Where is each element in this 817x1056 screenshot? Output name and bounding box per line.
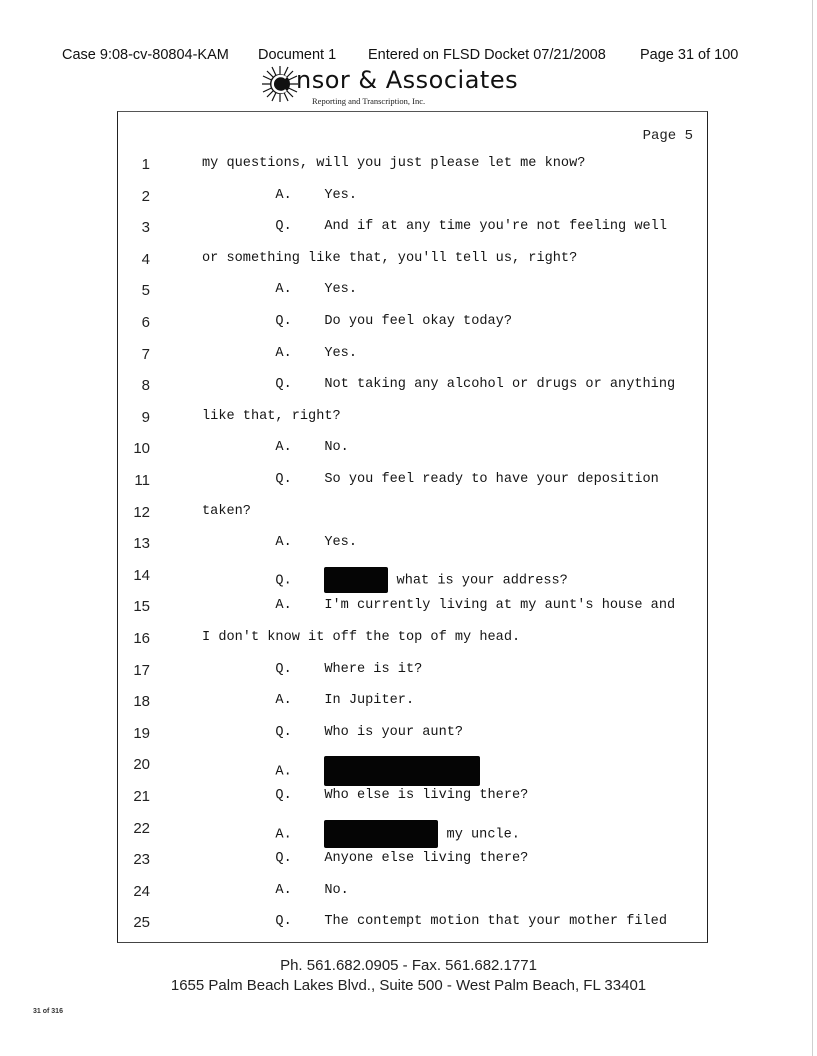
line-text: Q. Not taking any alcohol or drugs or anything: [202, 377, 676, 393]
line-text: or something like that, you'll tell us, right?: [202, 250, 578, 266]
transcript-line: [118, 788, 707, 818]
line-number: 10: [133, 440, 150, 458]
line-text: [202, 756, 480, 786]
line-number: 5: [141, 282, 150, 300]
transcript-line: [118, 851, 707, 881]
line-text: like that, right?: [202, 408, 341, 424]
line-number: 25: [133, 914, 150, 932]
transcript-line: [118, 567, 707, 597]
case-number: Case 9:08-cv-80804-KAM: [62, 47, 229, 63]
transcript-line: [118, 630, 707, 660]
redaction-block: [324, 567, 388, 593]
transcript-page-label: Page 5: [642, 128, 693, 144]
docket-entry-date: Entered on FLSD Docket 07/21/2008: [368, 47, 606, 63]
transcript-line: [118, 440, 707, 470]
line-text-before-redaction: Q.: [202, 573, 325, 589]
page-edge-divider: [812, 0, 813, 1056]
line-text: Q. The contempt motion that your mother filed: [202, 914, 667, 930]
line-text-after-redaction: my uncle.: [438, 827, 520, 843]
line-text: Q. And if at any time you're not feeling well: [202, 219, 667, 235]
transcript-line: [118, 725, 707, 755]
line-number: 11: [134, 472, 150, 489]
line-text: Q. Who is your aunt?: [202, 724, 464, 740]
transcript-line: [118, 914, 707, 944]
line-text: my questions, will you just please let me know?: [202, 156, 586, 171]
line-text: A. No.: [202, 882, 349, 898]
line-text: taken?: [202, 503, 251, 519]
transcript-line: [118, 251, 707, 281]
line-number: 13: [133, 535, 150, 553]
transcript-line: [118, 377, 707, 407]
line-number: 12: [133, 503, 150, 521]
line-text-after-redaction: what is your address?: [388, 573, 568, 589]
transcript-line: [118, 346, 707, 376]
line-number: 20: [133, 756, 150, 774]
transcript-line: [118, 756, 707, 786]
line-text: A. Yes.: [202, 187, 357, 203]
reporter-logo: [256, 62, 556, 108]
transcript-line: [118, 156, 707, 186]
line-number: 3: [141, 219, 150, 237]
transcript-page: [117, 111, 708, 943]
transcript-line: [118, 314, 707, 344]
line-number: 24: [133, 882, 150, 900]
line-text-before-redaction: A.: [202, 827, 325, 843]
line-text: Q. Where is it?: [202, 661, 423, 677]
page-count: Page 31 of 100: [640, 47, 739, 63]
footer-address: 1655 Palm Beach Lakes Blvd., Suite 500 - West Palm Beach, FL 33401: [170, 977, 647, 994]
line-number: 22: [133, 819, 150, 837]
transcript-line: [118, 409, 707, 439]
line-text: Q. So you feel ready to have your deposition: [202, 472, 659, 487]
transcript-line: [118, 662, 707, 692]
transcript-line: [118, 883, 707, 913]
redaction-block: [324, 756, 480, 786]
transcript-line: [118, 820, 707, 850]
line-text: A. Yes.: [202, 345, 357, 361]
transcript-line: [118, 693, 707, 723]
line-number: 4: [141, 250, 150, 268]
line-number: 9: [141, 408, 150, 426]
transcript-line: [118, 282, 707, 312]
transcript-line: [118, 504, 707, 534]
transcript-line: [118, 472, 707, 502]
reporter-subtitle: Reporting and Transcription, Inc.: [312, 96, 426, 106]
transcript-line: [118, 219, 707, 249]
document-number: Document 1: [258, 47, 337, 63]
transcript-line: [118, 188, 707, 218]
line-number: 17: [133, 661, 150, 679]
line-text: Q. Do you feel okay today?: [202, 314, 512, 329]
line-text: Q. Who else is living there?: [202, 788, 529, 803]
line-number: 19: [133, 724, 150, 742]
line-text: I don't know it off the top of my head.: [202, 630, 521, 645]
line-text: [202, 820, 520, 848]
line-text: A. I'm currently living at my aunt's house and: [202, 598, 676, 614]
page-stamp: 31 of 316: [33, 1008, 63, 1015]
line-number: 21: [133, 788, 150, 805]
transcript-line: [118, 535, 707, 565]
line-text: Q. Anyone else living there?: [202, 851, 529, 867]
line-text: [202, 567, 568, 593]
line-number: 14: [133, 566, 150, 584]
footer-phone: Ph. 561.682.0905 - Fax. 561.682.1771: [280, 957, 537, 974]
line-number: 8: [141, 377, 150, 395]
line-number: 18: [133, 693, 150, 711]
line-number: 6: [141, 314, 150, 331]
line-number: 16: [133, 630, 150, 647]
line-text: A. No.: [202, 440, 349, 456]
line-text-before-redaction: A.: [202, 764, 325, 780]
line-text: A. Yes.: [202, 282, 357, 298]
transcript-line: [118, 598, 707, 628]
line-number: 1: [141, 156, 150, 173]
line-number: 15: [133, 598, 150, 616]
reporter-name: nsor & Associates: [296, 66, 519, 94]
line-text: A. In Jupiter.: [202, 693, 415, 709]
line-number: 7: [141, 345, 150, 363]
line-number: 23: [133, 851, 150, 869]
sunburst-logo-icon: [260, 64, 300, 104]
line-number: 2: [141, 187, 150, 205]
redaction-block: [324, 820, 438, 848]
line-text: A. Yes.: [202, 535, 357, 551]
